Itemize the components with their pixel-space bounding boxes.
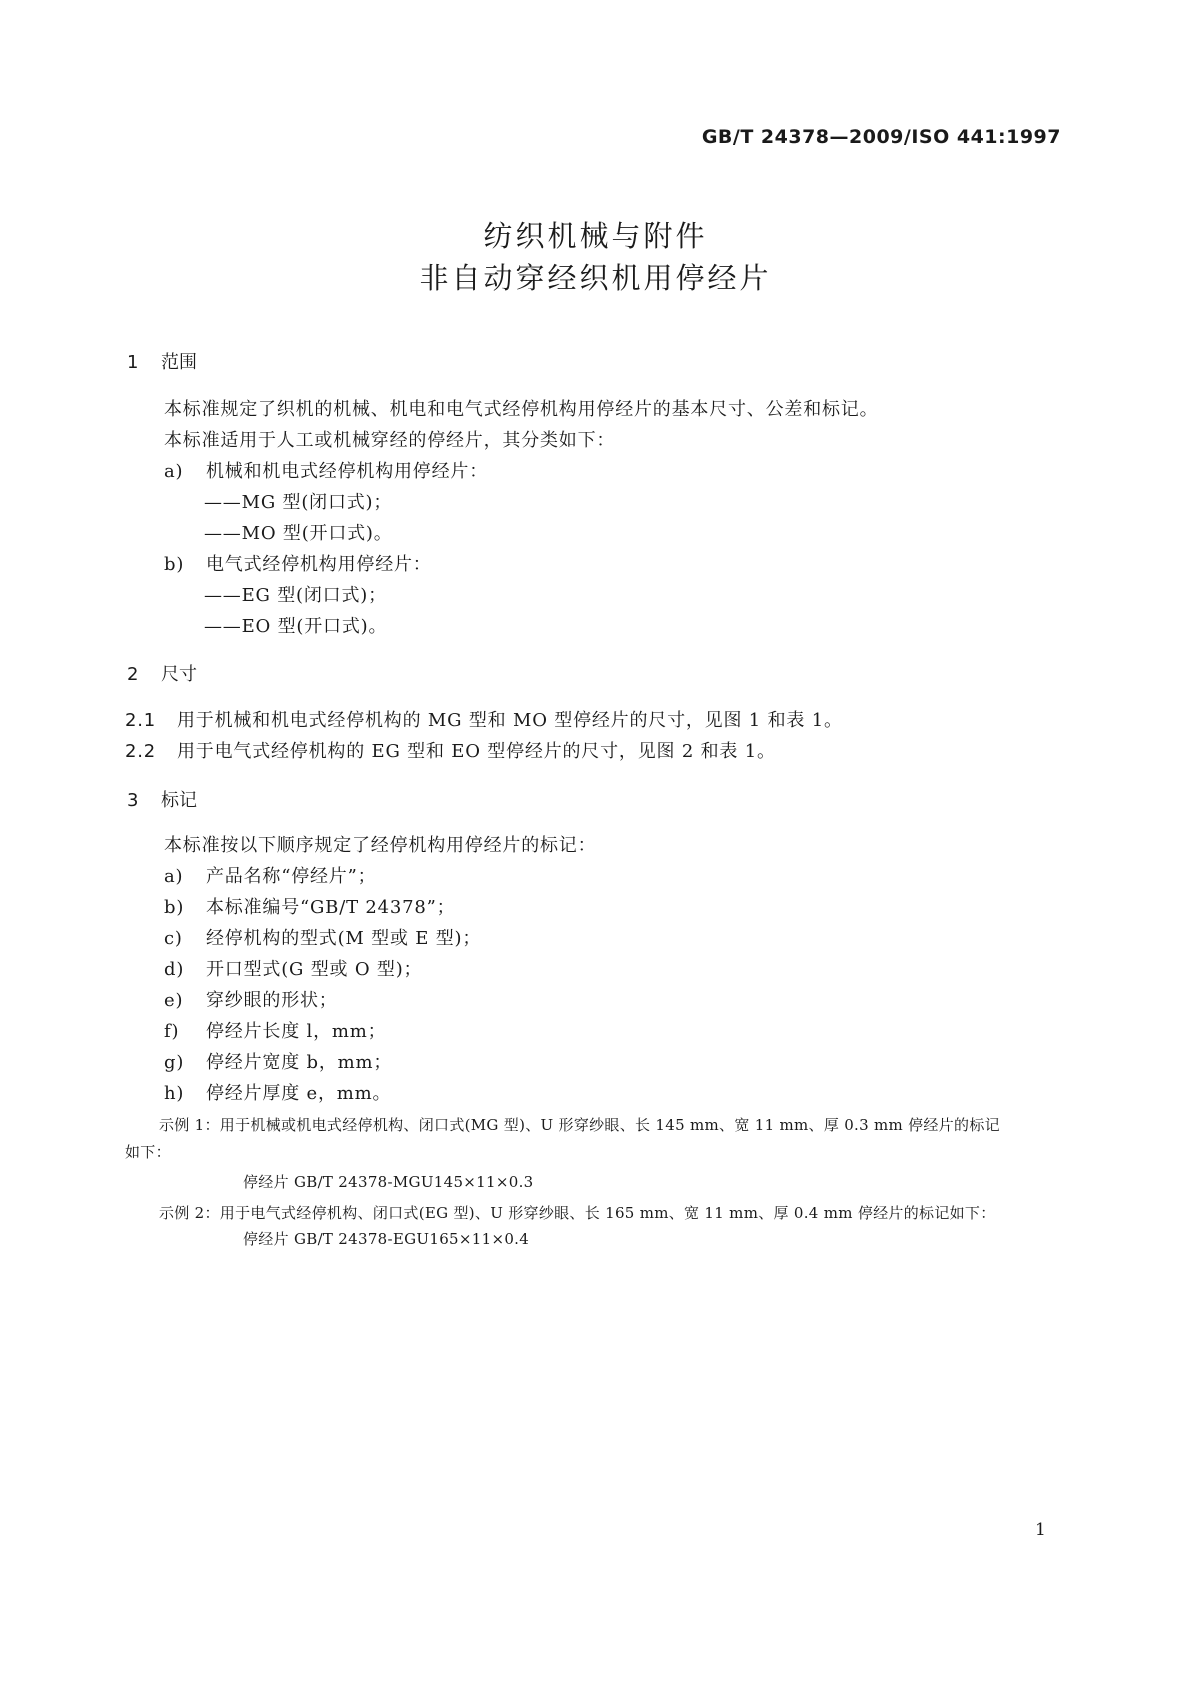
clause-2-2 xyxy=(125,737,776,763)
clause-text: 用于机械和机电式经停机构的 MG 型和 MO 型停经片的尺寸，见图 1 和表 1。 xyxy=(177,710,843,731)
section-1-para-1: 本标准规定了织机的机械、机电和电气式经停机构用停经片的基本尺寸、公差和标记。 xyxy=(164,399,879,420)
sub-item-mg: ——MG 型(闭口式)； xyxy=(204,492,393,513)
section-3-number: 3 xyxy=(127,790,139,811)
section-3-title: 标记 xyxy=(161,790,197,811)
section-2-heading xyxy=(127,660,197,686)
example-1-line-2: 如下： xyxy=(125,1143,171,1161)
list-item xyxy=(164,862,376,888)
list-item-b xyxy=(164,550,432,576)
example-1-line-1: 示例 1：用于机械或机电式经停机构、闭口式(MG 型)、U 形穿纱眼、长 145 mm、宽 11 mm、厚 0.3 mm 停经片的标记 xyxy=(159,1116,1000,1134)
sub-item-eo: ——EO 型(开口式)。 xyxy=(204,616,388,637)
list-item-text: 电气式经停机构用停经片： xyxy=(206,554,432,575)
list-marker: f) xyxy=(164,1021,180,1042)
list-item xyxy=(164,1079,391,1105)
section-1-title: 范围 xyxy=(161,352,197,373)
page-number: 1 xyxy=(1035,1520,1046,1540)
example-1-code: 停经片 GB/T 24378-MGU145×11×0.3 xyxy=(243,1173,534,1191)
list-marker: b) xyxy=(164,897,185,918)
section-3-intro: 本标准按以下顺序规定了经停机构用停经片的标记： xyxy=(164,835,597,856)
sub-item-mo: ——MO 型(开口式)。 xyxy=(204,523,393,544)
example-2-code: 停经片 GB/T 24378-EGU165×11×0.4 xyxy=(243,1230,530,1248)
clause-text: 用于电气式经停机构的 EG 型和 EO 型停经片的尺寸，见图 2 和表 1。 xyxy=(177,741,776,762)
section-2-title: 尺寸 xyxy=(161,664,197,685)
section-1-heading xyxy=(127,348,197,374)
section-3-heading xyxy=(127,786,197,812)
list-marker: e) xyxy=(164,990,184,1011)
list-marker: h) xyxy=(164,1083,185,1104)
list-item xyxy=(164,1017,386,1043)
clause-number: 2.2 xyxy=(125,741,157,762)
list-item-text: 开口型式(G 型或 O 型)； xyxy=(206,959,423,980)
list-item-text: 停经片厚度 e，mm。 xyxy=(206,1083,392,1104)
list-item-text: 机械和机电式经停机构用停经片： xyxy=(206,461,488,482)
clause-number: 2.1 xyxy=(125,710,157,731)
section-1-para-2: 本标准适用于人工或机械穿经的停经片，其分类如下： xyxy=(164,430,616,451)
list-item-text: 停经片宽度 b，mm； xyxy=(206,1052,393,1073)
list-item-text: 穿纱眼的形状； xyxy=(206,990,338,1011)
list-item-text: 产品名称“停经片”； xyxy=(206,866,377,887)
list-item xyxy=(164,893,455,919)
title-line-2: 非自动穿经织机用停经片 xyxy=(419,261,772,295)
list-item xyxy=(164,1048,392,1074)
list-marker: a) xyxy=(164,461,184,482)
list-marker: a) xyxy=(164,866,184,887)
title-line-1: 纺织机械与附件 xyxy=(483,219,708,253)
list-marker: g) xyxy=(164,1052,185,1073)
clause-2-1 xyxy=(125,706,843,732)
example-2-line-1: 示例 2：用于电气式经停机构、闭口式(EG 型)、U 形穿纱眼、长 165 mm、宽 11 mm、厚 0.4 mm 停经片的标记如下： xyxy=(159,1204,996,1222)
list-item-text: 经停机构的型式(M 型或 E 型)； xyxy=(206,928,482,949)
list-marker: c) xyxy=(164,928,183,949)
list-item xyxy=(164,986,338,1012)
list-item-text: 停经片长度 l，mm； xyxy=(206,1021,387,1042)
list-item xyxy=(164,955,422,981)
section-2-number: 2 xyxy=(127,664,139,685)
list-item-text: 本标准编号“GB/T 24378”； xyxy=(206,897,456,918)
list-item-a xyxy=(164,457,488,483)
list-marker: b) xyxy=(164,554,185,575)
list-item xyxy=(164,924,481,950)
section-1-number: 1 xyxy=(127,352,139,373)
standard-code: GB/T 24378—2009/ISO 441:1997 xyxy=(701,126,1061,148)
list-marker: d) xyxy=(164,959,185,980)
sub-item-eg: ——EG 型(闭口式)； xyxy=(204,585,387,606)
